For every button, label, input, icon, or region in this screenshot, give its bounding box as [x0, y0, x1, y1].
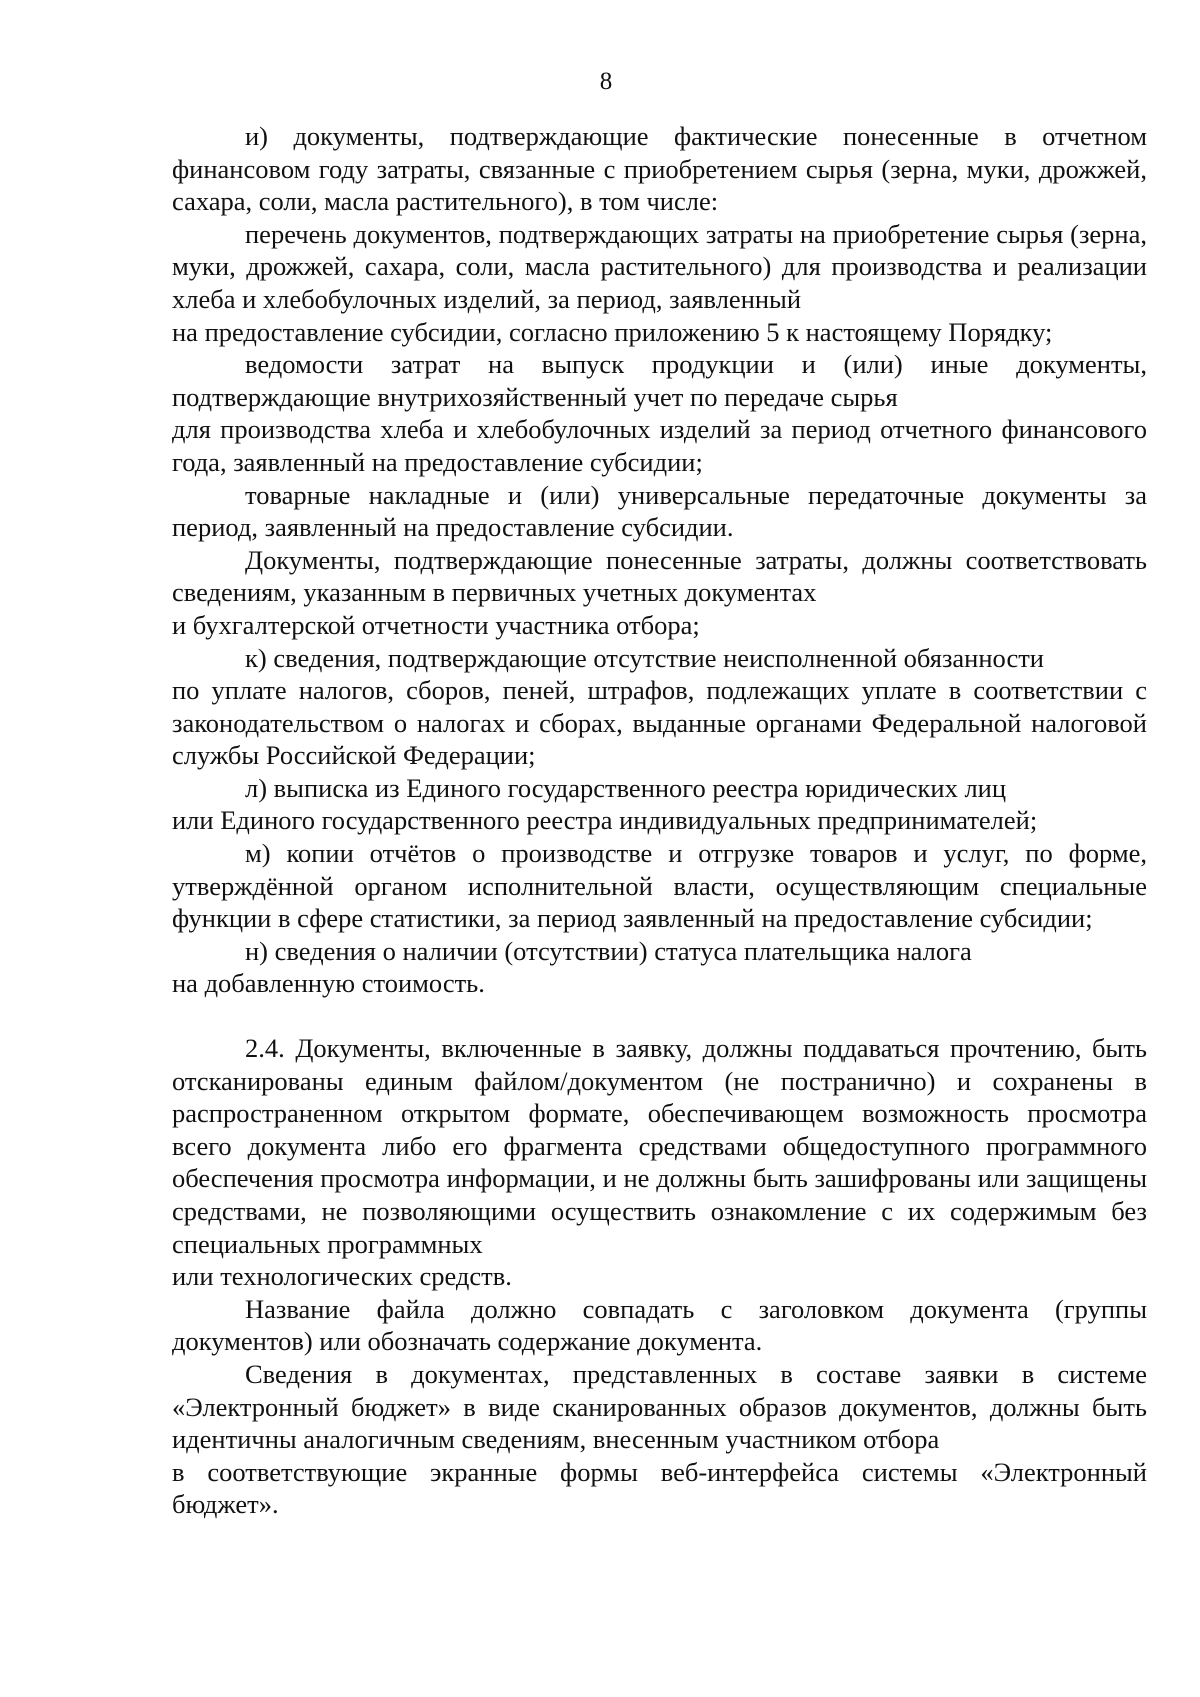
paragraph-cost-statements: ведомости затрат на выпуск продукции и (или) иные документы, подтверждающие внутрихозяйственный учет по передаче сырья для производства хлеба и хлебобулочных изделий за период отчетного финансового года, заявленный на предоставление субсидии; [172, 349, 1147, 477]
paragraph-electronic-budget: Сведения в документах, представленных в составе заявки в системе «Электронный бюджет» в виде сканированных образов документов, должны быть идентичны аналогичным сведениям, внесенным участником отбора в соответствующие экранные формы веб-интерфейса системы «Электронный бюджет». [172, 1358, 1147, 1520]
paragraph-documents-compliance: Документы, подтверждающие понесенные затраты, должны соответствовать сведениям, указанным в первичных учетных документах и бухгалтерской отчетности участника отбора; [172, 544, 1147, 640]
section-divider-space [172, 1000, 1147, 1032]
paragraph-item-m: м) копии отчётов о производстве и отгрузке товаров и услуг, по форме, утверждённой органом исполнительной власти, осуществляющим специальные функции в сфере статистики, за период заявленный на предоставление субсидии; [172, 838, 1147, 934]
paragraph-item-l: л) выписка из Единого государственного реестра юридических лиц или Единого государственного реестра индивидуальных предпринимателей; [172, 772, 1038, 836]
paragraph-section-2-4: 2.4. Документы, включенные в заявку, должны поддаваться прочтению, быть отсканированы единым файлом/документом (не постранично) и сохранены в распространенном открытом формате, обеспечивающем возможность просмотра всего документа либо его фрагмента средствами общедоступного программного обеспечения просмотра информации, и не должны быть зашифрованы или защищены средствами, не позволяющими осуществить ознакомление с их содержимым без специальных программных или технологических средств. [172, 1033, 1147, 1292]
page-number: 8 [599, 68, 613, 95]
paragraph-item-i: и) документы, подтверждающие фактические понесенные в отчетном финансовом году затраты, связанные с приобретением сырья (зерна, муки, дрожжей, сахара, соли, масла растительного), в том числе: [172, 121, 1147, 217]
paragraph-item-k: к) сведения, подтверждающие отсутствие неисполненной обязанности по уплате налогов, сборов, пеней, штрафов, подлежащих уплате в соответствии с законодательством о налогах и сборах, выданные органами Федеральной налоговой службы Российской Федерации; [172, 642, 1147, 771]
paragraph-cost-documents-list: перечень документов, подтверждающих затраты на приобретение сырья (зерна, муки, дрожжей, сахара, соли, масла растительного) для производства и реализации хлеба и хлебобулочных изделий, за период, заявленный на предоставление субсидии, согласно приложению 5 к настоящему Порядку; [172, 218, 1147, 347]
paragraph-waybills: товарные накладные и (или) универсальные передаточные документы за период, заявленный на предоставление субсидии. [172, 479, 1147, 543]
document-body [172, 120, 1147, 1521]
paragraph-item-n: н) сведения о наличии (отсутствии) статуса плательщика налога на добавленную стоимость. [172, 935, 972, 999]
paragraph-file-naming: Название файла должно совпадать с заголовком документа (группы документов) или обозначать содержание документа. [172, 1293, 1147, 1357]
